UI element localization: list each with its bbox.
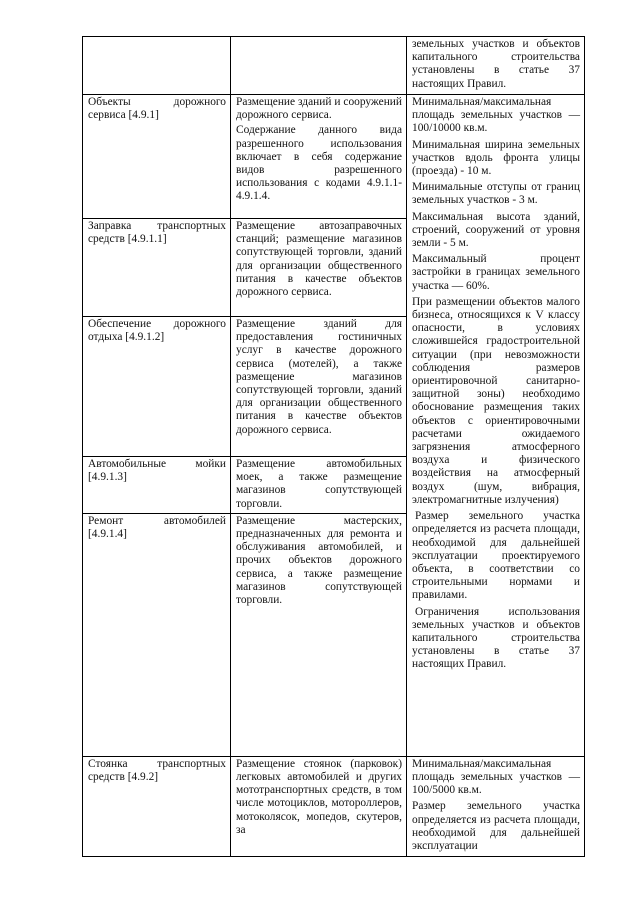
use-description: Размещение стоянок (парковок) легковых автомобилей и других мототранспортных средств, в том числе мотоциклов, мотороллеров, мотоколясок, мопедов, скутеров, за [236,757,402,836]
use-description: Размещение мастерских, предназначенных для ремонта и обслуживания автомобилей, и прочих объектов дорожного сервиса, а также размещение магазинов сопутствующей торговли. [236,514,402,607]
name-cell [83,756,231,856]
name-cell [83,95,231,219]
param-plot-size: Размер земельного участка определяется из расчета площади, необходимой для дальнейшей эксплуатации проектируемого объекта, в соответствии со строительными нормами и правилами. [412,510,580,602]
param-coverage: Максимальный процент застройки в границах земельного участка — 60%. [412,253,580,292]
param-frontage: Минимальная ширина земельных участков вдоль фронта улицы (проезда) - 10 м. [412,138,580,178]
param-plot-size: Размер земельного участка определяется из расчета площади, необходимой для дальнейшей эксплуатации [412,800,580,853]
description-cell [231,457,407,514]
use-description: Размещение зданий и сооружений дорожного сервиса. [236,96,402,122]
description-cell [231,95,407,219]
table-row [83,95,585,219]
params-cell [407,756,585,856]
description-cell [231,756,407,856]
description-cell [231,37,407,95]
use-name: Автомобильные мойки [4.9.1.3] [88,458,226,484]
table-row [83,756,585,856]
document-page [82,36,585,857]
name-cell [83,513,231,756]
continuation-text: земельных участков и объектов капитального строительства установлены в статье 37 настоящих Правил. [412,38,580,90]
params-cell [407,95,585,757]
use-description: Содержание данного вида разрешенного использования включает в себя содержание видов разрешенного использования с кодами 4.9.1.1-4.9.1.4. [236,124,402,203]
use-description: Размещение автомобильных моек, а также размещение магазинов сопутствующей торговли. [236,458,402,510]
name-cell [83,317,231,457]
use-name: Объекты дорожного сервиса [4.9.1] [88,96,226,122]
param-area: Минимальная/максимальная площадь земельных участков — 100/10000 кв.м. [412,96,580,135]
params-cell [407,37,585,95]
use-name: Обеспечение дорожного отдыха [4.9.1.2] [88,318,226,344]
use-name: Ремонт автомобилей [4.9.1.4] [88,514,226,541]
param-setbacks: Минимальные отступы от границ земельных участков - 3 м. [412,181,580,207]
land-use-table [82,36,585,857]
param-height: Максимальная высота зданий, строений, сооружений от уровня земли - 5 м. [412,210,580,250]
description-cell [231,317,407,457]
param-area: Минимальная/максимальная площадь земельных участков — 100/5000 кв.м. [412,757,580,797]
use-description: Размещение зданий для предоставления гостиничных услуг в качестве дорожного сервиса (мотелей), а также размещение магазинов сопутствующей торговли, зданий для организации общественного питания в качестве объектов дорожного сервиса. [236,318,402,436]
name-cell [83,457,231,514]
name-cell [83,37,231,95]
param-small-business: При размещении объектов малого бизнеса, относящихся к V классу опасности, в условиях сложившейся градостроительной ситуации (при невозможности соблюдения размеров ориентировочной санитарно-защитной зоны) необходимо обоснование размещения таких объектов с ориентировочными расчетами ожидаемого загрязнения атмосферного воздуха и физического воздействия на атмосферный воздух (шум, вибрация, электромагнитные излучения) [412,295,580,506]
description-cell [231,513,407,756]
param-restrictions: Ограничения использования земельных участков и объектов капитального строительства установлены в статье 37 настоящих Правил. [412,605,580,671]
use-description: Размещение автозаправочных станций; размещение магазинов сопутствующей торговли, зданий для организации общественного питания в качестве объектов дорожного сервиса. [236,220,402,299]
use-name: Заправка транспортных средств [4.9.1.1] [88,220,226,246]
use-name: Стоянка транспортных средств [4.9.2] [88,757,226,784]
name-cell [83,219,231,317]
description-cell [231,219,407,317]
table-row [83,37,585,95]
